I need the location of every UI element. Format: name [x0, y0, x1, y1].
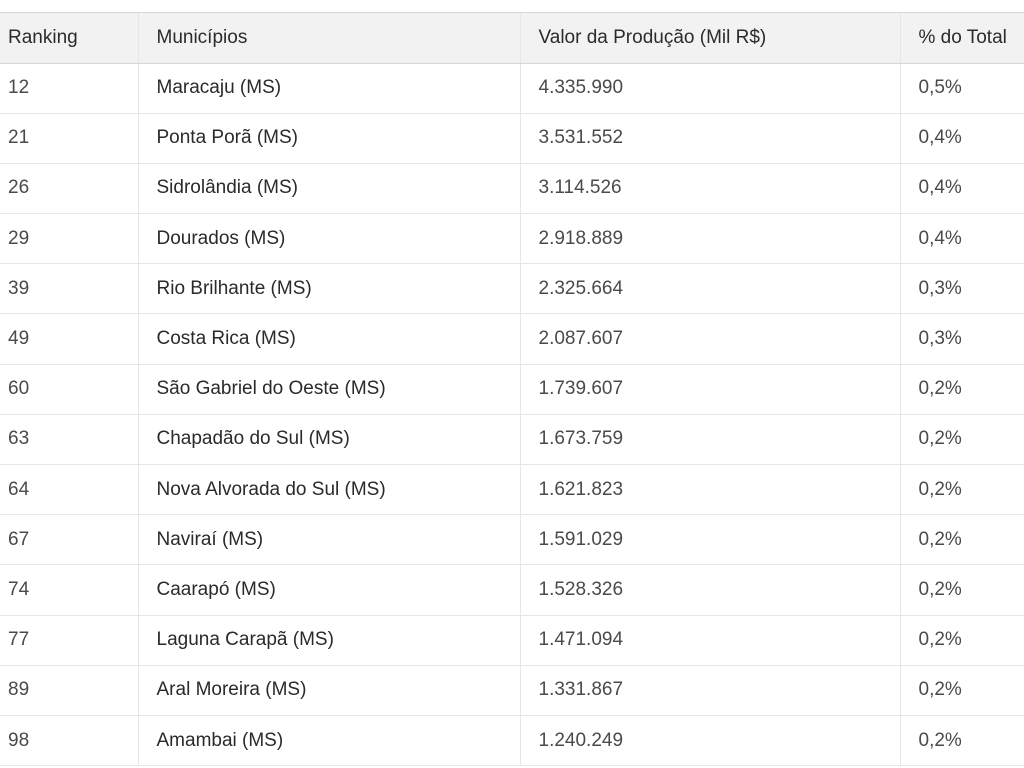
cell-percent: 0,3%: [900, 314, 1024, 364]
cell-valor: 4.335.990: [520, 63, 900, 113]
cell-valor: 2.087.607: [520, 314, 900, 364]
cell-ranking: 64: [0, 465, 138, 515]
cell-municipio: Amambai (MS): [138, 715, 520, 765]
cell-valor: 2.918.889: [520, 214, 900, 264]
cell-municipio: Nova Alvorada do Sul (MS): [138, 465, 520, 515]
cell-municipio: Sidrolândia (MS): [138, 163, 520, 213]
table-row: [0, 414, 1024, 464]
header-valor-producao: Valor da Produção (Mil R$): [520, 13, 900, 63]
cell-ranking: 89: [0, 665, 138, 715]
table-row: [0, 113, 1024, 163]
table-row: [0, 715, 1024, 765]
cell-ranking: 74: [0, 565, 138, 615]
header-ranking: Ranking: [0, 13, 138, 63]
cell-ranking: 12: [0, 63, 138, 113]
cell-percent: 0,2%: [900, 715, 1024, 765]
table-row: [0, 63, 1024, 113]
table-body: [0, 63, 1024, 766]
cell-valor: 3.531.552: [520, 113, 900, 163]
cell-percent: 0,2%: [900, 515, 1024, 565]
cell-valor: 1.591.029: [520, 515, 900, 565]
cell-valor: 1.621.823: [520, 465, 900, 515]
table-row: [0, 465, 1024, 515]
cell-valor: 1.331.867: [520, 665, 900, 715]
cell-valor: 3.114.526: [520, 163, 900, 213]
cell-valor: 1.240.249: [520, 715, 900, 765]
cell-ranking: 60: [0, 364, 138, 414]
header-row: [0, 13, 1024, 63]
header-percent-total: % do Total: [900, 13, 1024, 63]
cell-ranking: 63: [0, 414, 138, 464]
cell-valor: 2.325.664: [520, 264, 900, 314]
cell-municipio: Naviraí (MS): [138, 515, 520, 565]
cell-ranking: 29: [0, 214, 138, 264]
data-table-container: [0, 12, 1024, 766]
cell-ranking: 49: [0, 314, 138, 364]
cell-percent: 0,3%: [900, 264, 1024, 314]
cell-municipio: Chapadão do Sul (MS): [138, 414, 520, 464]
cell-valor: 1.528.326: [520, 565, 900, 615]
cell-valor: 1.471.094: [520, 615, 900, 665]
municipalities-table: [0, 13, 1024, 766]
cell-ranking: 26: [0, 163, 138, 213]
table-row: [0, 665, 1024, 715]
cell-percent: 0,4%: [900, 113, 1024, 163]
cell-valor: 1.739.607: [520, 364, 900, 414]
cell-municipio: Maracaju (MS): [138, 63, 520, 113]
cell-ranking: 98: [0, 715, 138, 765]
cell-percent: 0,5%: [900, 63, 1024, 113]
cell-ranking: 77: [0, 615, 138, 665]
cell-ranking: 21: [0, 113, 138, 163]
cell-ranking: 39: [0, 264, 138, 314]
cell-municipio: Caarapó (MS): [138, 565, 520, 615]
cell-percent: 0,2%: [900, 665, 1024, 715]
cell-municipio: Costa Rica (MS): [138, 314, 520, 364]
table-header: [0, 13, 1024, 63]
table-row: [0, 214, 1024, 264]
table-row: [0, 314, 1024, 364]
cell-municipio: Rio Brilhante (MS): [138, 264, 520, 314]
cell-percent: 0,4%: [900, 214, 1024, 264]
cell-percent: 0,2%: [900, 565, 1024, 615]
cell-municipio: São Gabriel do Oeste (MS): [138, 364, 520, 414]
cell-municipio: Dourados (MS): [138, 214, 520, 264]
cell-percent: 0,4%: [900, 163, 1024, 213]
cell-municipio: Aral Moreira (MS): [138, 665, 520, 715]
table-row: [0, 515, 1024, 565]
cell-valor: 1.673.759: [520, 414, 900, 464]
table-row: [0, 364, 1024, 414]
header-municipios: Municípios: [138, 13, 520, 63]
table-row: [0, 163, 1024, 213]
cell-municipio: Ponta Porã (MS): [138, 113, 520, 163]
cell-ranking: 67: [0, 515, 138, 565]
cell-percent: 0,2%: [900, 364, 1024, 414]
table-row: [0, 565, 1024, 615]
cell-municipio: Laguna Carapã (MS): [138, 615, 520, 665]
cell-percent: 0,2%: [900, 615, 1024, 665]
table-row: [0, 615, 1024, 665]
cell-percent: 0,2%: [900, 465, 1024, 515]
table-row: [0, 264, 1024, 314]
cell-percent: 0,2%: [900, 414, 1024, 464]
